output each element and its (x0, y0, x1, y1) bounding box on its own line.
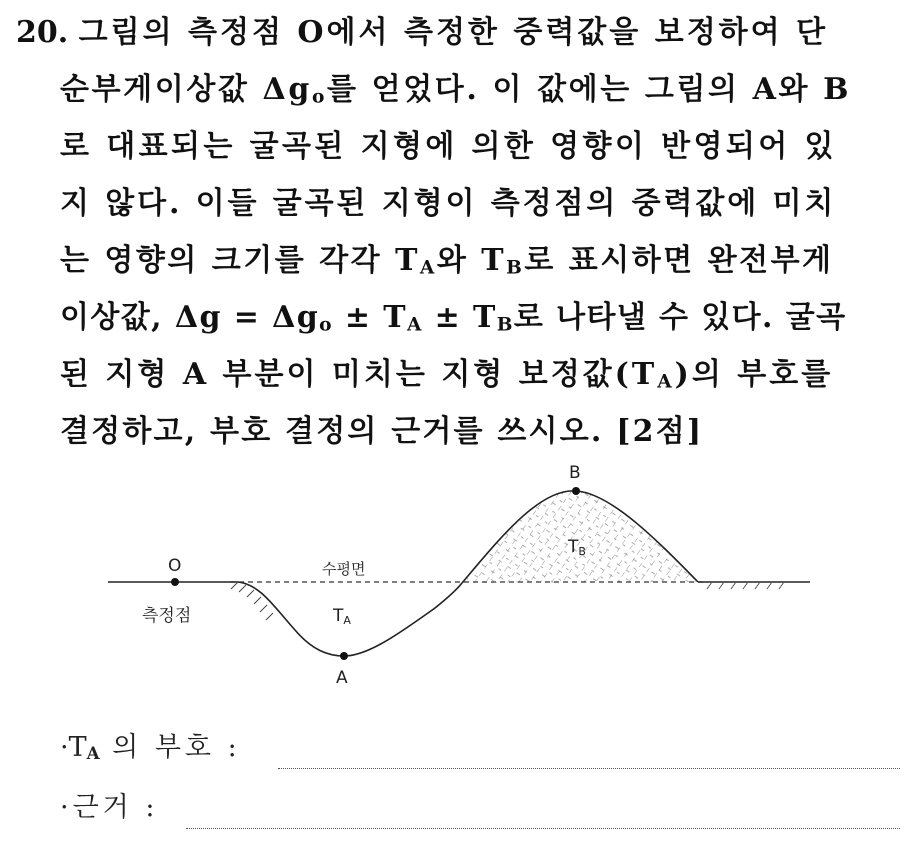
label-ta: TA (333, 606, 351, 627)
question-line-4: 지 않다. 이들 굴곡된 지형이 측정점의 중력값에 미치 (60, 186, 837, 221)
question-text (16, 4, 896, 460)
answer-sign-line: $\cdot T_A$ 의 부호 : (60, 732, 241, 763)
answer-sign-blank[interactable] (278, 768, 900, 769)
answer-reason-line: ·근거 : (60, 792, 159, 823)
point-b (572, 487, 580, 495)
label-tb: TB (568, 537, 586, 558)
label-a: A (336, 668, 348, 688)
terrain-figure (100, 458, 820, 698)
label-b: B (569, 463, 581, 483)
question-line-1: 20. 그림의 측정점 O에서 측정한 중력값을 보정하여 단 (16, 15, 829, 50)
question-line-2: 순부게이상값 $\Delta g_o$를 얻었다. 이 값에는 그림의 A와 B (60, 72, 852, 108)
question-line-6: 이상값, $\Delta g = \Delta g_o \pm T_A \pm T_B$로 나타낼 수 있다. 굴곡 (60, 300, 847, 336)
station-point-o (171, 578, 179, 586)
terrain-diagram (100, 458, 820, 698)
question-line-8: 결정하고, 부호 결정의 근거를 쓰시오. [2점] (60, 414, 704, 449)
question-line-5: 는 영향의 크기를 각각 $T_A$와 $T_B$로 표시하면 완전부게 (60, 243, 834, 279)
question-line-3: 로 대표되는 굴곡된 지형에 의한 영향이 반영되어 있 (60, 129, 837, 164)
point-a (340, 652, 348, 660)
label-sea-level: 수평면 (322, 560, 366, 578)
answer-reason-blank[interactable] (186, 828, 900, 829)
label-station: 측정점 (142, 606, 192, 626)
question-line-7: 된 지형 A 부분이 미치는 지형 보정값$(T_A)$의 부호를 (60, 357, 834, 393)
question-number: 20. (16, 15, 69, 50)
label-o: O (168, 556, 182, 576)
